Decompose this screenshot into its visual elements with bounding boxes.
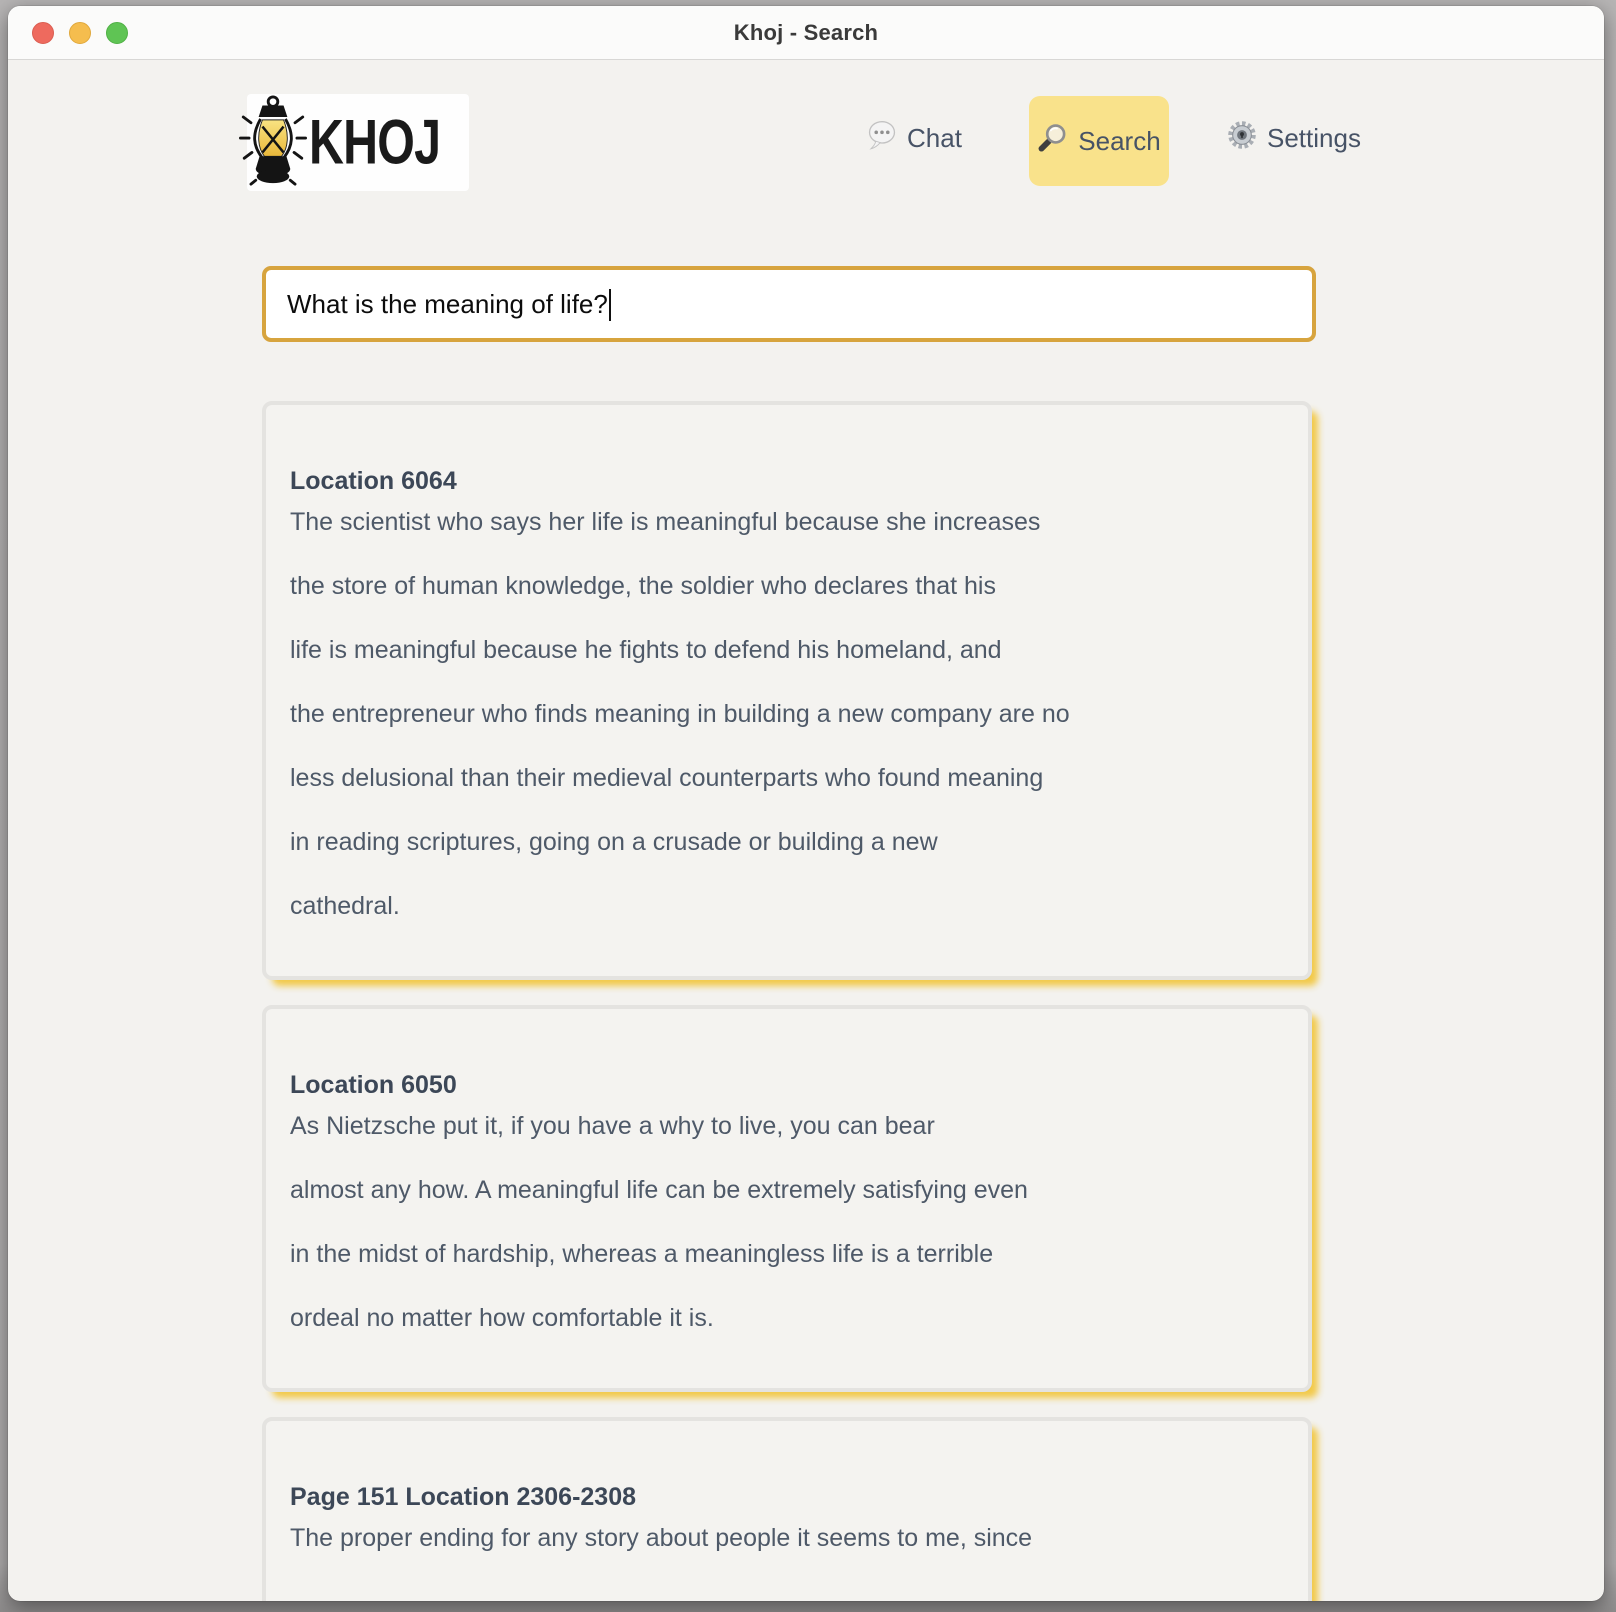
nav-settings[interactable] <box>1226 117 1361 159</box>
nav-search[interactable] <box>1029 96 1169 186</box>
lantern-icon <box>239 94 307 191</box>
result-text-line: As Nietzsche put it, if you have a why to live, you can bear <box>290 1112 935 1140</box>
nav-search-label: Search <box>1078 125 1161 156</box>
window-minimize-button[interactable] <box>69 22 91 44</box>
result-text-line: ordeal no matter how comfortable it is. <box>290 1304 714 1332</box>
window-title: Khoj - Search <box>733 19 879 45</box>
result-card[interactable] <box>262 401 1312 980</box>
gear-icon <box>1226 119 1258 158</box>
result-text-line: in the midst of hardship, whereas a meaningless life is a terrible <box>290 1240 994 1268</box>
result-text-line: almost any how. A meaningful life can be extremely satisfying even <box>290 1176 1028 1204</box>
result-text-line: the entrepreneur who finds meaning in building a new company are no <box>290 700 1070 728</box>
result-text-line: less delusional than their medieval counterparts who found meaning <box>290 764 1044 792</box>
result-text-line: in reading scriptures, going on a crusade or building a new <box>290 828 938 856</box>
result-card[interactable] <box>262 1417 1312 1601</box>
chat-icon <box>866 119 898 158</box>
traffic-lights <box>32 6 128 59</box>
logo-wordmark: KHOJ <box>308 106 441 178</box>
result-location-heading: Location 6064 <box>290 467 457 495</box>
app-window <box>8 6 1604 1601</box>
window-zoom-button[interactable] <box>106 22 128 44</box>
result-text-line: The proper ending for any story about people it seems to me, since <box>290 1524 1033 1552</box>
result-text-line: the store of human knowledge, the soldier who declares that his <box>290 572 996 600</box>
nav-chat[interactable] <box>866 117 962 159</box>
result-text-line: life is meaningful because he fights to defend his homeland, and <box>290 636 1002 664</box>
nav-settings-label: Settings <box>1267 122 1361 153</box>
main-content <box>8 60 1604 1601</box>
search-input[interactable] <box>262 266 1316 342</box>
khoj-logo[interactable] <box>247 94 469 191</box>
result-text-line: The scientist who says her life is meaningful because she increases <box>290 508 1041 536</box>
result-card[interactable] <box>262 1005 1312 1392</box>
nav-chat-label: Chat <box>907 122 962 153</box>
window-titlebar <box>8 6 1604 60</box>
result-location-heading: Page 151 Location 2306-2308 <box>290 1483 637 1511</box>
window-close-button[interactable] <box>32 22 54 44</box>
text-cursor <box>609 289 611 321</box>
result-location-heading: Location 6050 <box>290 1071 457 1099</box>
search-icon <box>1037 122 1069 161</box>
result-text-line: cathedral. <box>290 892 400 920</box>
search-input-value: What is the meaning of life? <box>287 288 608 319</box>
search-results <box>262 401 1312 1601</box>
